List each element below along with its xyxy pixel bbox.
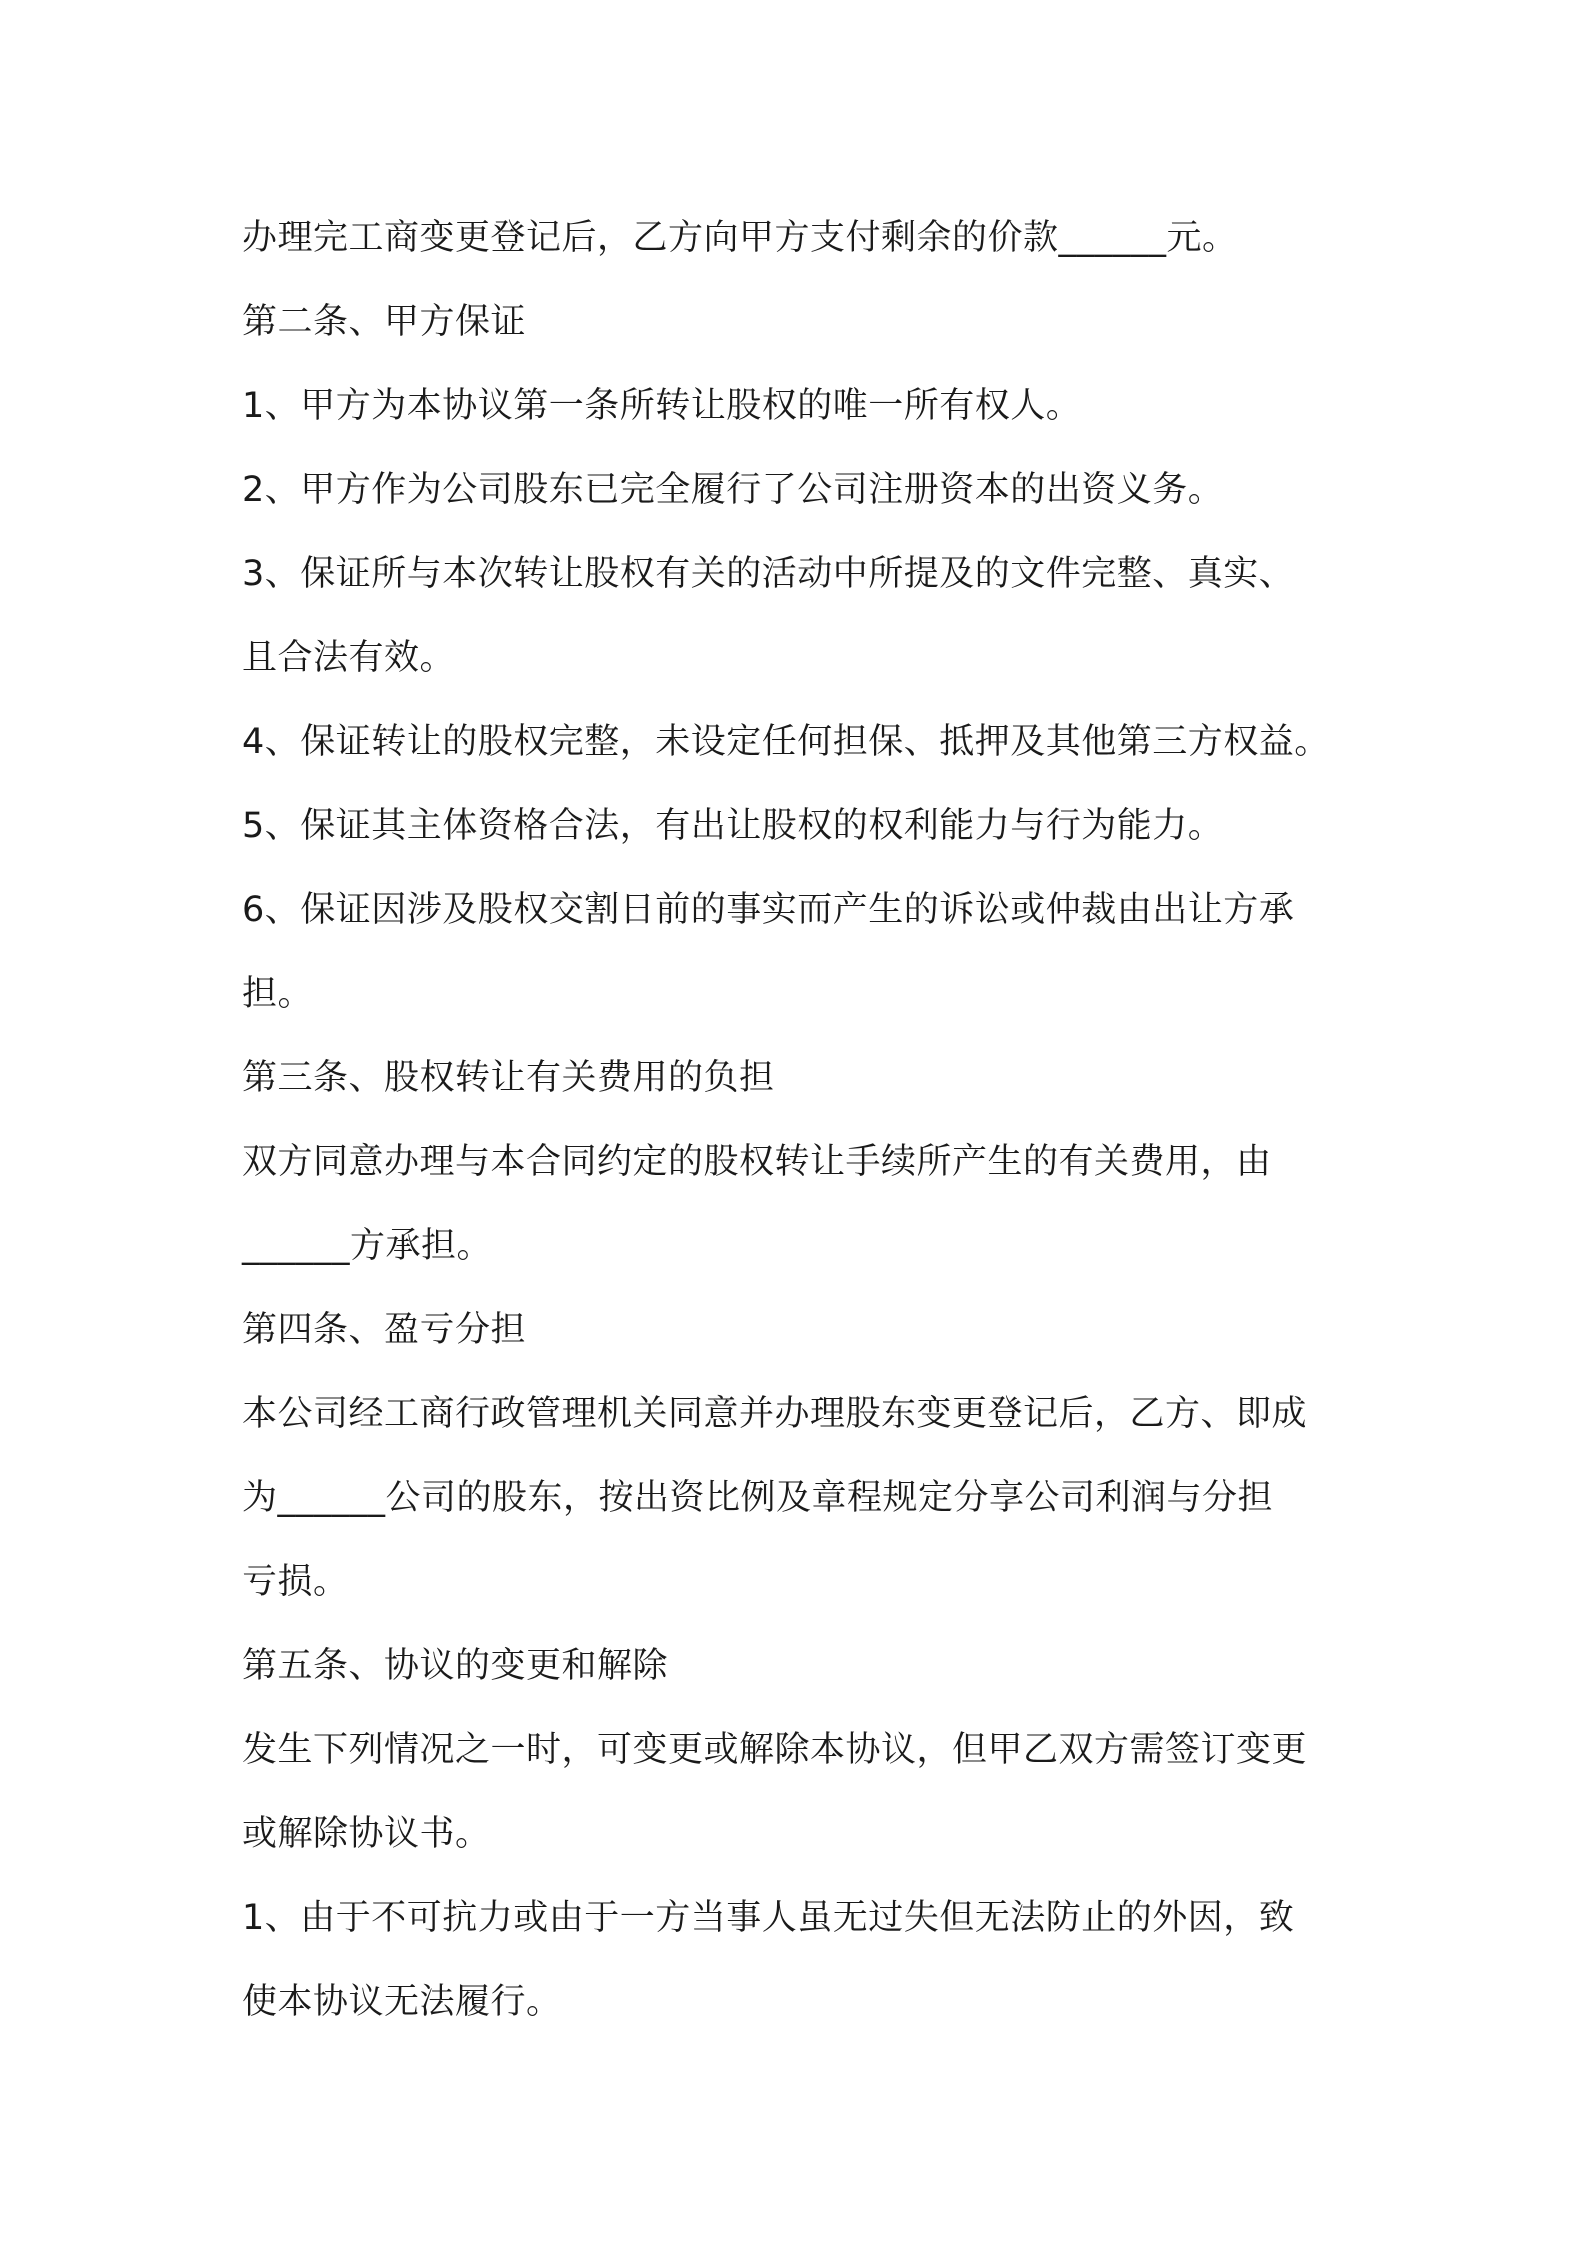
- text-line: 使本协议无法履行。: [242, 1982, 562, 2022]
- text-line: 4、保证转让的股权完整，未设定任何担保、抵押及其他第三方权益。: [242, 722, 1330, 762]
- text-line: 担。: [242, 974, 314, 1014]
- text-line: 且合法有效。: [242, 638, 456, 678]
- section-heading: 第四条、盈亏分担: [242, 1310, 527, 1350]
- text-line: 发生下列情况之一时，可变更或解除本协议，但甲乙双方需签订变更: [242, 1730, 1308, 1770]
- text-line: 本公司经工商行政管理机关同意并办理股东变更登记后，乙方、即成: [242, 1394, 1308, 1434]
- text-line: 1、甲方为本协议第一条所转让股权的唯一所有权人。: [242, 386, 1082, 426]
- text-line: 双方同意办理与本合同约定的股权转让手续所产生的有关费用，由: [242, 1142, 1272, 1182]
- text-line: 为______公司的股东，按出资比例及章程规定分享公司利润与分担: [242, 1478, 1274, 1518]
- text-line: 亏损。: [242, 1562, 349, 1602]
- text-line: ______方承担。: [242, 1226, 493, 1266]
- text-line: 5、保证其主体资格合法，有出让股权的权利能力与行为能力。: [242, 806, 1224, 846]
- text-line: 办理完工商变更登记后，乙方向甲方支付剩余的价款______元。: [242, 218, 1238, 258]
- text-line: 3、保证所与本次转让股权有关的活动中所提及的文件完整、真实、: [242, 554, 1295, 594]
- document-body: [242, 196, 1382, 2044]
- section-heading: 第五条、协议的变更和解除: [242, 1646, 669, 1686]
- text-line: 6、保证因涉及股权交割日前的事实而产生的诉讼或仲裁由出让方承: [242, 890, 1295, 930]
- section-heading: 第二条、甲方保证: [242, 302, 527, 342]
- section-heading: 第三条、股权转让有关费用的负担: [242, 1058, 775, 1098]
- text-line: 或解除协议书。: [242, 1814, 491, 1854]
- text-line: 1、由于不可抗力或由于一方当事人虽无过失但无法防止的外因，致: [242, 1898, 1295, 1938]
- text-line: 2、甲方作为公司股东已完全履行了公司注册资本的出资义务。: [242, 470, 1224, 510]
